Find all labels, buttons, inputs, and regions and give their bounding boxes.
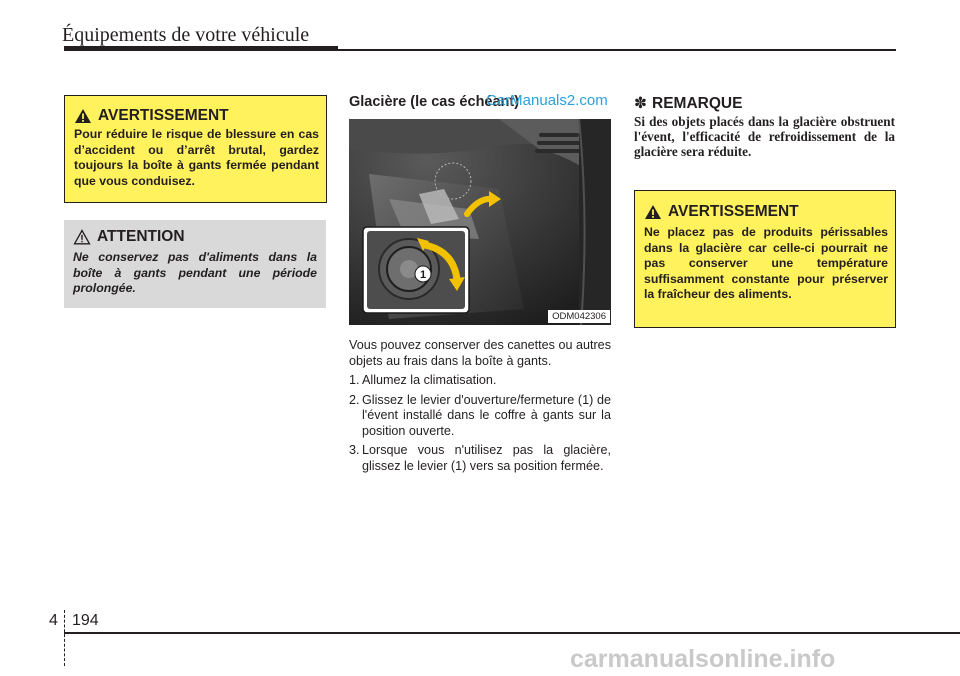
warning-title-row: [74, 107, 319, 125]
page-number: 194: [72, 612, 99, 629]
warning-title: AVERTISSEMENT: [98, 107, 229, 124]
attention-title-row: [73, 228, 317, 246]
watermark-inline: CarManuals2.com: [486, 92, 608, 109]
header-rule-thin: [338, 49, 896, 51]
attention-box: [64, 220, 326, 308]
figure-code: ODM042306: [548, 310, 610, 323]
step-text: Allumez la climatisation.: [362, 373, 497, 387]
page-header-title: Équipements de votre véhicule: [62, 24, 310, 46]
remark-title: REMARQUE: [652, 94, 743, 112]
glovebox-cooler-figure: [349, 119, 611, 325]
step-text: Glissez le levier d'ouverture/fermeture (1) de l'évent installé dans le coffre à gants sur la position ouverte.: [362, 392, 611, 438]
glovebox-cooler-illustration: [349, 119, 611, 325]
footer-watermark: carmanualsonline.info: [570, 645, 836, 673]
warning-triangle-icon: [74, 108, 92, 124]
warning-body: Ne placez pas de produits périssables dans la glacière car celle-ci pourrait ne pas conserver une température suffisamment constante pour préserver la fraîcheur des aliments.: [644, 225, 888, 301]
warning-triangle-icon: [644, 204, 662, 220]
warning-title: AVERTISSEMENT: [668, 203, 799, 220]
list-item: [349, 373, 611, 389]
figure-callout-1: 1: [419, 269, 427, 281]
page-divider: [64, 610, 65, 666]
warning-title-row: [644, 203, 888, 221]
step-text: Lorsque vous n'utilisez pas la glacière, glissez le levier (1) vers sa position fermée.: [362, 443, 611, 473]
remark-title-row: [634, 94, 742, 113]
step-number: 2.: [349, 392, 360, 407]
list-item: [349, 393, 611, 440]
warning-body: Pour réduire le risque de blessure en cas d’accident ou d’arrêt brutal, gardez toujours la boîte à gants fermée pendant que vous conduisez.: [74, 127, 319, 188]
section-number: 4: [49, 612, 58, 629]
step-number: 1.: [349, 373, 360, 387]
header-rule: [64, 46, 338, 51]
step-number: 3.: [349, 443, 360, 457]
cooler-instructions: [349, 338, 611, 478]
section-title: Glacière (le cas échéant): [349, 94, 520, 110]
remark-symbol-icon: ✽: [634, 95, 647, 112]
warning-box-glovebox: [64, 95, 327, 203]
remark-body: Si des objets placés dans la glacière obstruent l'évent, l'efficacité de refroidissement de la glacière sera réduite.: [634, 114, 895, 160]
footer-rule: [64, 632, 960, 634]
intro-paragraph: Vous pouvez conserver des canettes ou autres objets au frais dans la boîte à gants.: [349, 338, 611, 368]
warning-box-perishables: [634, 190, 896, 328]
attention-body: Ne conservez pas d'aliments dans la boîte à gants pendant une période prolongée.: [73, 250, 317, 295]
caution-triangle-icon: [73, 229, 91, 245]
attention-title: ATTENTION: [97, 228, 185, 245]
list-item: [349, 443, 611, 474]
